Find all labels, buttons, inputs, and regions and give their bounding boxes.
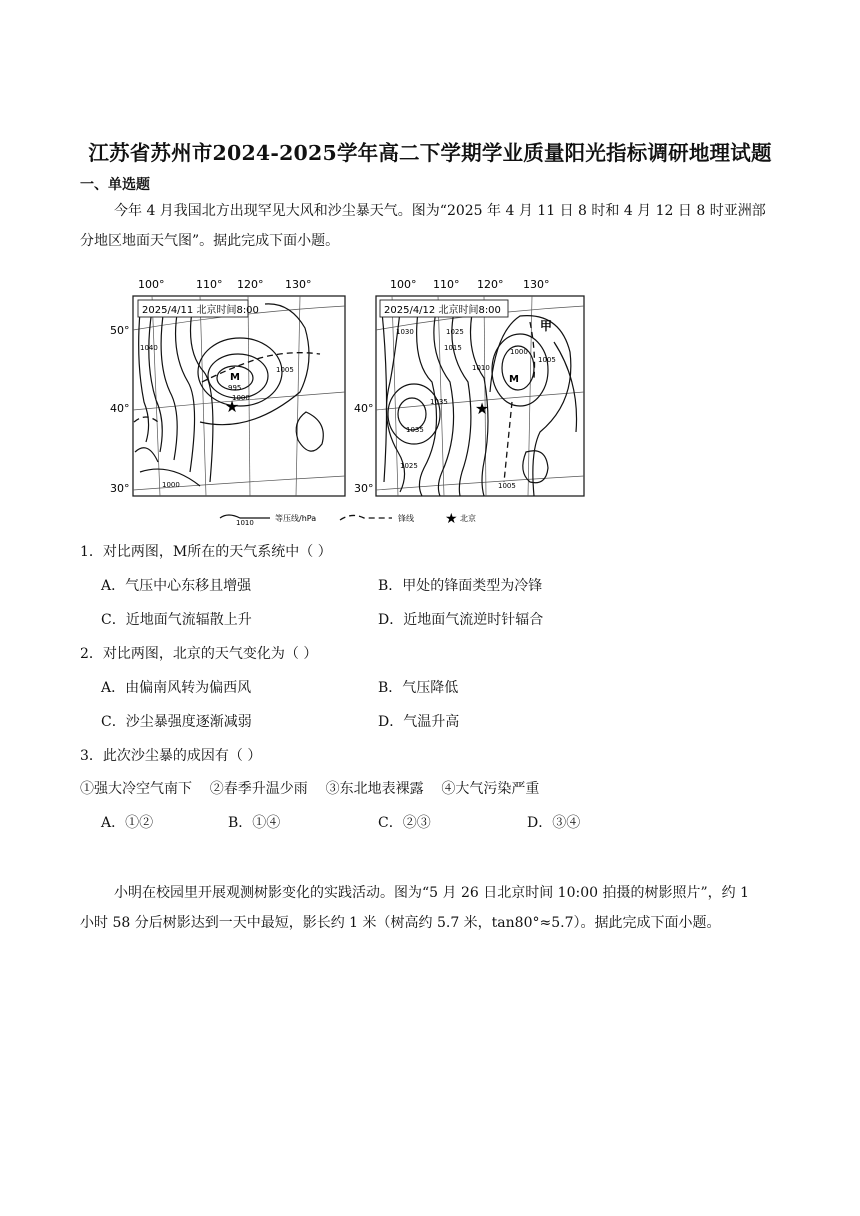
option-c[interactable]: C．沙尘暴强度逐渐减弱 [101,714,252,730]
isobar-value: 1025 [400,462,418,470]
passage-line-2: 小时 58 分后树影达到一天中最短，影长约 1 米（树高约 5.7 米，tan80°≈5.7）。据此完成下面小题。 [80,915,721,931]
section-heading: 一、单选题 [80,177,150,193]
option-b[interactable]: B．气压降低 [378,680,459,696]
lon-label: 120° [477,278,504,291]
lat-label: 40° [110,402,130,415]
question-stem: 1．对比两图，M所在的天气系统中（ ） [80,544,332,560]
isobar-value: 1035 [406,426,424,434]
beijing-star-icon: ★ [224,397,240,416]
weather-maps-figure [100,272,600,527]
isobar-value: 1005 [276,366,294,374]
passage-paragraph [80,878,780,938]
lat-label: 40° [354,402,374,415]
question-stem: 2．对比两图，北京的天气变化为（ ） [80,646,318,662]
lon-label: 120° [237,278,264,291]
legend-star-icon: ★ [445,511,458,527]
legend-front-label: 锋线 [398,514,414,523]
right-map-date-stamp: 2025/4/12 北京时间8:00 [384,305,501,316]
passage-line-1: 小明在校园里开展观测树影变化的实践活动。图为“5 月 26 日北京时间 10:00 拍摄的树影照片”，约 1 [114,885,749,901]
lon-label: 100° [138,278,165,291]
lon-label: 110° [433,278,460,291]
option-d[interactable]: D．气温升高 [378,714,460,730]
lon-label: 130° [523,278,550,291]
lat-label: 30° [354,482,374,495]
legend-isobar-sample: 1010 [236,519,254,527]
option-a[interactable]: A．由偏南风转为偏西风 [101,680,252,696]
isobar-value: 1035 [430,398,448,406]
isobar-value: 1005 [498,482,516,490]
isobar-value: 1000 [510,348,528,356]
option-c[interactable]: C．②③ [378,815,431,831]
option-d[interactable]: D．③④ [527,815,581,831]
isobar-value: 1040 [140,344,158,352]
option-a[interactable]: A．气压中心东移且增强 [101,578,252,594]
legend-beijing-label: 北京 [460,514,476,523]
lon-label: 100° [390,278,417,291]
beijing-star-icon: ★ [474,399,490,418]
right-weather-map [376,296,584,496]
left-map-date-stamp: 2025/4/11 北京时间8:00 [142,305,259,316]
lat-label: 30° [110,482,130,495]
low-pressure-label: M [509,374,519,385]
isobar-value: 1025 [446,328,464,336]
lon-label: 130° [285,278,312,291]
jia-label: 甲 [540,319,553,333]
lat-label: 50° [110,324,130,337]
intro-paragraph [80,196,780,256]
lon-label: 110° [196,278,223,291]
isobar-value: 1015 [444,344,462,352]
isobar-value: 1000 [232,394,250,402]
option-a[interactable]: A．①② [101,815,154,831]
low-pressure-label: M [230,372,240,383]
question-factors: ①强大冷空气南下 ②春季升温少雨 ③东北地表裸露 ④大气污染严重 [80,781,540,797]
option-d[interactable]: D．近地面气流逆时针辐合 [378,612,544,628]
map-legend [220,511,476,527]
left-weather-map [133,296,345,496]
intro-line-2: 分地区地面天气图”。据此完成下面小题。 [80,233,340,249]
option-c[interactable]: C．近地面气流辐散上升 [101,612,252,628]
legend-isobar-label: 等压线/hPa [275,514,317,523]
page-title: 江苏省苏州市2024-2025学年高二下学期学业质量阳光指标调研地理试题 [88,141,772,165]
isobar-value: 1000 [162,481,180,489]
option-b[interactable]: B．甲处的锋面类型为冷锋 [378,578,543,594]
option-b[interactable]: B．①④ [228,815,281,831]
isobar-value: 995 [228,384,242,392]
isobar-value: 1005 [538,356,556,364]
isobar-value: 1010 [472,364,490,372]
question-stem: 3．此次沙尘暴的成因有（ ） [80,748,262,764]
intro-line-1: 今年 4 月我国北方出现罕见大风和沙尘暴天气。图为“2025 年 4 月 11 日 8 时和 4 月 12 日 8 时亚洲部 [114,203,766,219]
isobar-value: 1030 [396,328,414,336]
